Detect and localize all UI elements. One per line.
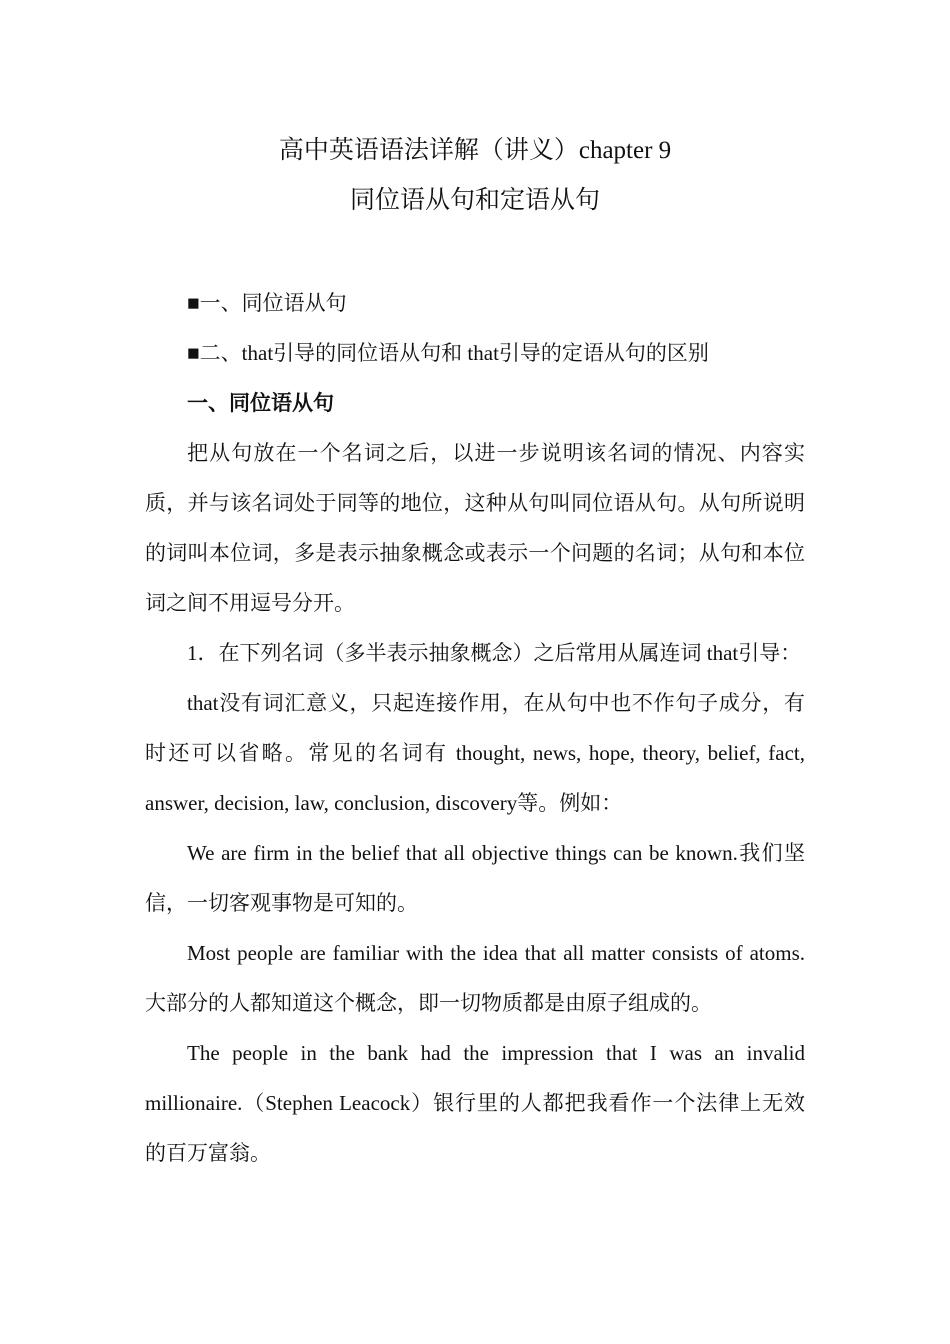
toc-item: ■一、同位语从句 — [187, 291, 347, 315]
toc-item: ■二、that引导的同位语从句和 that引导的定语从句的区别 — [187, 341, 709, 365]
paragraph: Most people are familiar with the idea that all matter consists of atoms.大部分的人都知道这个概念，即一切物质都是由原子组成的。 — [145, 941, 805, 1015]
paragraph: The people in the bank had the impression that I was an invalid millionaire.（Stephen Leacock）银行里的人都把我看作一个法律上无效的百万富翁。 — [145, 1041, 805, 1165]
document-body — [145, 278, 805, 1178]
section-heading: 一、同位语从句 — [187, 391, 334, 415]
document-subtitle: 同位语从句和定语从句 — [349, 187, 600, 214]
paragraph: that没有词汇意义，只起连接作用，在从句中也不作句子成分，有时还可以省略。常见的名词有 thought, news, hope, theory, belief, fact, answer, decision, law, conclusion, discovery等。例如： — [145, 691, 805, 815]
paragraph: 把从句放在一个名词之后，以进一步说明该名词的情况、内容实质，并与该名词处于同等的地位，这种从句叫同位语从句。从句所说明的词叫本位词，多是表示抽象概念或表示一个问题的名词；从句和本位词之间不用逗号分开。 — [145, 441, 805, 615]
paragraph: We are firm in the belief that all objective things can be known.我们坚信，一切客观事物是可知的。 — [145, 841, 805, 915]
paragraph: 1．在下列名词（多半表示抽象概念）之后常用从属连词 that引导： — [187, 641, 802, 665]
document-title: 高中英语语法详解（讲义）chapter 9 — [278, 137, 672, 164]
